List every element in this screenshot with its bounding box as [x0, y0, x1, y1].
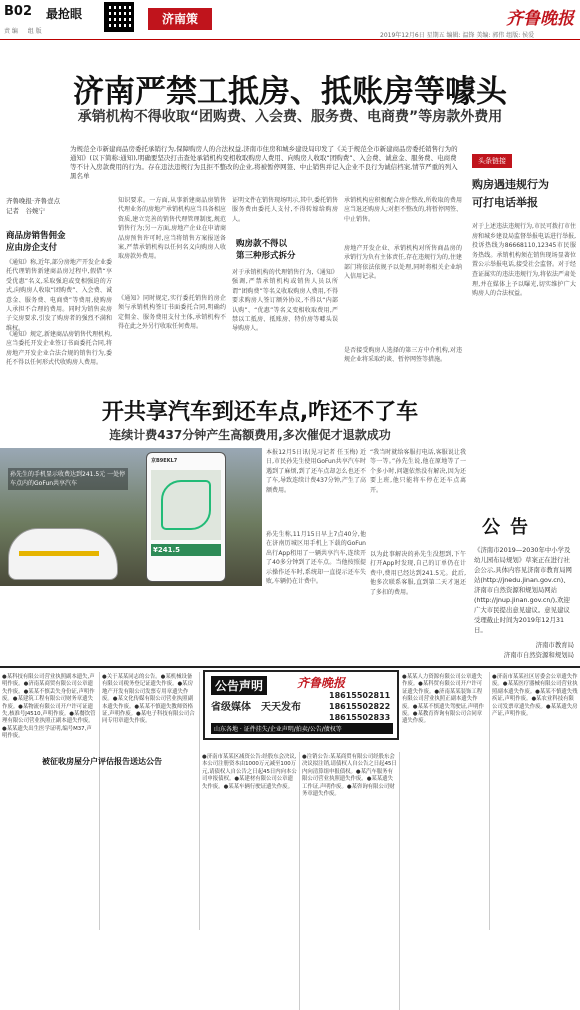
- notice-signer: 济南市自然资源和规划局: [503, 651, 574, 659]
- classified-column-d: ●注销公告:某某商贸有限公司经股东会决议拟注销,请债权人自公告之日起45日内向清算组申报债权。●某汽车服务有限公司营业执照遗失作废。●某某遗失工作证,声明作废。●某咨询有限公司财务章遗失作废。: [300, 752, 400, 1010]
- article-column-4: 承销机构应积极配合房企整改,所收取的费用应当退还购房人;对拒不整改的,将暂停网签、中止销售。: [344, 197, 462, 223]
- channel-badge: 济南策: [148, 8, 212, 30]
- car-stripe: [19, 551, 99, 556]
- story-photo: [0, 448, 262, 586]
- article-column-1: 《通知》称,近年,部分房地产开发企业委托代理销售新建商品房过程中,假借“享受优惠”名义,采取强迫或变相强迫的方式,向购房人收取“团购费”、入会费、诚意金、服务费、电商费”等费用,使购房人承担不合理的费用。同时为销售卖房子交房要求,引发了购房者的强烈不满和维权。: [6, 259, 112, 332]
- subhead-line: 第三种形式拆分: [236, 251, 296, 261]
- second-headline: 开共享汽车到还车点,咋还不了车: [101, 400, 419, 425]
- second-body-1: 本报12月5日讯(见习记者 任玉梅) 近日,市民孙先生使用GoFun共享汽车时遇到了麻烦,到了还车点却怎么也还不了车,导致连续计费437分钟,产生了高额费用。: [266, 449, 366, 494]
- classified-column-b: ●关于某某同志的公告。●某机械设备有限公司税务登记证遗失作废。●某房地产开发有限公司发票专用章遗失作废。●某文化传媒有限公司营业执照副本遗失作废。●某某不慎遗失教师资格证,声明作废。●某电子科技有限公司合同专用章遗失作废。: [100, 672, 200, 930]
- subhead-commission: [6, 230, 66, 254]
- classified-column-c: ●济南市某某区减资公告:经股东会决议,本公司注册资本由1000万元减至100万元,请债权人自公告之日起45日内向本公司申报债权。●某建材有限公司公章遗失作废。●某某车辆行驶证遗失作废。: [200, 752, 300, 1010]
- classified-column-a: ●某科技有限公司营业执照副本遗失,声明作废。●济南某商贸有限公司公章遗失作废。●某某不慎丢失身份证,声明作废。●某建筑工程有限公司财务章遗失作废。●某物流有限公司开户许可证遗失,核准号J4510,声明作废。●某餐饮管理有限公司营业执照正副本遗失作废。●某某遗失出生医学证明,编号M37,声明作废。: [0, 672, 100, 930]
- qr-code-icon[interactable]: [104, 2, 134, 32]
- sidebar-title-line: 可打电话举报: [472, 196, 538, 209]
- fare-amount: ¥241.5: [151, 544, 221, 556]
- article-column-1b: 《通知》规定,新建商品房销售代理机构,应当委托开发企业签订书面委托合同,将房地产开发企业合法合规的销售行为,委托不得以任何形式代收购房人费用。: [6, 331, 112, 367]
- ad-phone: 18615502811: [329, 691, 391, 700]
- classified-column-f: ●济南市某某社区居委会公章遗失作废。●某某医疗器械有限公司营业执照副本遗失作废。●某某不慎遗失残疾证,声明作废。●某农业科技有限公司发票章遗失作废。●某某遗失房产证,声明作废。: [492, 674, 578, 718]
- map-thumbnail: [151, 470, 221, 540]
- ad-title: 公告声明: [211, 676, 267, 695]
- lead-subheadline: 承销机构不得收取“团购费、入会费、服务费、电商费”等房款外费用: [77, 109, 503, 125]
- subhead-line: 应由房企支付: [6, 243, 58, 253]
- article-column-3: 证明文件在销售现场明示,其中,委托销售服务费由委托人支付,不得转嫁给购房人。: [232, 197, 338, 223]
- byline: [6, 196, 60, 216]
- sidebar-title-line: 购房遇违规行为: [472, 178, 549, 191]
- classified-column-e: ●某某人力资源有限公司公章遗失作废。●某科贸有限公司开户许可证遗失作废。●济南某某装饰工程有限公司营业执照正副本遗失作废。●某某不慎遗失驾驶证,声明作废。●某教育咨询有限公司合同章遗失作废。: [400, 672, 490, 930]
- route-line: [161, 480, 211, 530]
- second-body-3: “我当时就给客服打电话,客服说让我等一等。”孙先生说,他在原地等了一个多小时,问题依然没有解决,因为还要上班,他只能将车停在还车点离开。: [370, 449, 466, 494]
- article-column-4b: 房地产开发企业、承销机构对所售商品房的承销行为负有主体责任,存在违规行为的,住建部门将依法依规予以处理,同时将相关企业纳入信用记录。: [344, 245, 462, 281]
- notice-body: 《济南市2019—2030年中小学及幼儿园布局规划》草案正在进行社会公示,具体内容见济南市教育局网站(http://jnedu.jinan.gov.cn)、济南市自然资源和规划局网站(http://jnup.jinan.gov.cn/),欢迎广大市民提出意见建议。意见建议受理截止时间为2019年12月31日。: [474, 546, 572, 634]
- second-body-2: 孙先生称,11月15日早上7点40分,他在济南历城区用手机上下载的GoFun出行App租用了一辆共享汽车,连续开了40多分钟到了还车点。当他按照提示操作还车时,系统却一直提示还车失败,车辆仍在计费中。: [266, 531, 366, 586]
- ad-footer: 山东各地 · 证件挂失/企业声明/拍卖/公告/债权等: [211, 723, 393, 734]
- photo-caption: 孙先生的手机显示收费达到241.5元 一处停车点内的GoFun共享汽车: [8, 468, 128, 490]
- ad-logo: 齐鲁晚报: [297, 676, 346, 690]
- report-title: 被征收房屋分户评估报告送达公告: [42, 757, 162, 766]
- byline-source: 齐鲁晚报·齐鲁壹点: [6, 197, 61, 205]
- newspaper-logo: 齐鲁晚报: [506, 9, 574, 29]
- notice-title: 公告: [482, 517, 538, 538]
- section-name: 最抢眼: [46, 7, 83, 21]
- subhead-line: 购房款不得以: [236, 239, 288, 249]
- notice-signer: 济南市教育局: [535, 641, 574, 649]
- phone-header: 京B9EKL7: [151, 458, 178, 464]
- subhead-payment: [236, 238, 296, 262]
- car-icon: [8, 528, 118, 580]
- ad-slogan: 省级媒体 天天发布: [211, 702, 301, 713]
- second-subheadline: 连续计费437分钟产生高额费用,多次催促才退款成功: [109, 428, 391, 442]
- ad-phone: 18615502822: [329, 702, 391, 711]
- subhead-line: 商品房销售佣金: [6, 231, 66, 241]
- sidebar-link-box: [472, 148, 576, 212]
- ad-phone-list: [329, 690, 390, 723]
- lead-lede: 为规范全市新建商品房委托承销行为,保障购房人的合法权益,济南市住房和城乡建设局印发了《关于规范全市新建商品房委托销售行为的通知》(以下简称:通知),明确要坚决打击查处承销机构变相收取购房人费用、向购房人收取“团购费”、入会费、诚意金、服务费、电商费等不计入房款费用的行为。存在违法违规行为且拒不整改的企业,将被暂停网签、中止销售并记入企业不良行为诚信档案,情节严重的列入黑名单: [70, 145, 458, 180]
- phone-screenshot: [146, 452, 226, 582]
- second-body-4: 以为此事解决的孙先生没想到,下午打开App时发现,自己的订单仍在计费中,费用已经达到241.5元。此后,他多次联系客服,直到第二天才退还了多扣的费用。: [370, 551, 466, 596]
- byline-reporter: 记者 谷婉宁: [6, 207, 45, 215]
- sidebar-tag: 头条链接: [472, 154, 512, 168]
- sidebar-body: 对于上述违法违规行为,市民可拨打市住房和城乡建设局监督举报电话进行举报,投诉热线为86668110,12345市民服务热线。承销机构须在销售现场显著位置公示举报电话,接受社会监督。对于经查证属实的违法违规行为,将依法严肃处理,并在媒体上予以曝光,切实维护广大购房人的合法权益。: [472, 223, 576, 298]
- ad-phone: 18615502833: [329, 713, 391, 722]
- dateline: 2019年12月6日 星期五 编辑: 温锋 美编: 郭伟 组版: 侯爱: [380, 32, 535, 39]
- page-number: B02: [4, 4, 32, 19]
- lead-headline: 济南严禁工抵房、抵账房等噱头: [73, 74, 507, 110]
- article-column-2b: 《通知》同时规定,实行委托销售的房企须与承销机构签订书面委托合同,明确约定佣金、服务费用支付主体,承销机构不得在此之外另行收取任何费用。: [118, 295, 226, 331]
- article-column-3b: 对于承销机构的代理销售行为,《通知》强调,严禁承销机构或销售人员以所谓“团购费”等名义收取购房人费用,不得要求购房人签订额外协议,不得以“内部认购”、“优惠”等名义变相收取费用,严禁以工抵房、抵账房、特价房等噱头误导购房人。: [232, 269, 338, 333]
- notice-signers: [480, 640, 574, 660]
- article-column-5: 是否接受购房人选择的第三方中介机构,对违规企业将采取约谈、暂停网签等措施。: [344, 347, 462, 364]
- editor-credits: 责 编 组 版: [4, 28, 42, 35]
- announcement-ad[interactable]: [203, 670, 399, 740]
- article-column-2: 知识要求。一方面,从事新建商品房销售代理业务的房地产承销机构应当具备相应资质,建立完善的销售代理管理制度,规范销售行为;另一方面,房地产企业在申请商品房预售许可时,应当将销售方案报送备案,严禁承销机构以任何名义向购房人收取房款外费用。: [118, 197, 227, 261]
- masthead: [0, 0, 580, 40]
- sidebar-title: [472, 176, 576, 212]
